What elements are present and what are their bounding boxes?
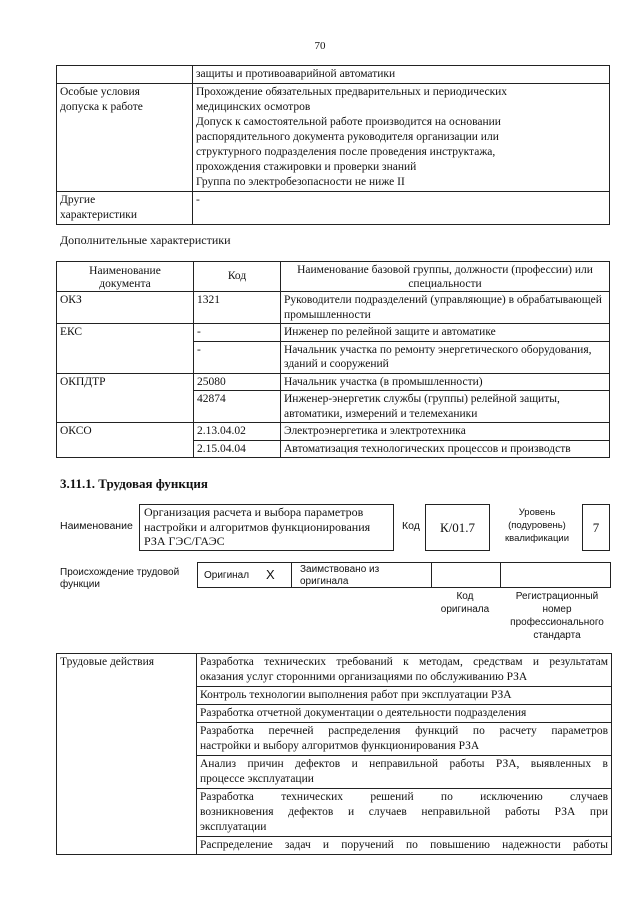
name-cell: Руководители подразделений (управляющие) в обрабатывающей промышленности [281, 292, 610, 324]
code-label: Код [402, 520, 420, 532]
table-row [57, 84, 610, 192]
row-label: Другие [60, 194, 96, 206]
list-item [197, 837, 612, 855]
list-item [197, 756, 612, 789]
page-number: 70 [314, 40, 326, 52]
table-cell [57, 84, 193, 192]
doc-cell: ОКЗ [57, 292, 194, 324]
table-row [57, 292, 610, 324]
list-item [197, 705, 612, 723]
table-row [57, 192, 610, 225]
table-row [57, 373, 610, 391]
original-mark: X [266, 567, 275, 582]
code-original-cell [431, 562, 501, 588]
code-cell: 2.13.04.02 [194, 423, 281, 441]
cell-text: структурного подразделения после проведения инструктажа, [196, 146, 496, 158]
function-code-value: К/01.7 [425, 504, 490, 551]
code-cell: - [194, 341, 281, 373]
qualification-table [56, 65, 610, 225]
level-value: 7 [582, 504, 610, 551]
origin-label: Происхождение трудовой функции [60, 567, 180, 590]
row-label: допуска к работе [60, 101, 143, 113]
code-cell: - [194, 324, 281, 342]
reg-number-cell [500, 562, 611, 588]
table-cell [193, 66, 610, 84]
list-item [197, 654, 612, 687]
item-line: эксплуатации [200, 821, 267, 833]
item-line: Анализ причин дефектов и неправильной работы РЗА, выявленных в [200, 758, 608, 770]
cell-text: - [196, 194, 200, 206]
name-cell: Инженер по релейной защите и автоматике [281, 324, 610, 342]
table-header-row [57, 262, 610, 292]
row-label: Особые условия [60, 86, 140, 98]
original-label: Оригинал [204, 570, 250, 581]
cell-text: Группа по электробезопасности не ниже II [196, 176, 405, 188]
cell-text: прохождения стажировки и проверки знаний [196, 161, 417, 173]
additional-characteristics-title: Дополнительные характеристики [60, 233, 231, 247]
item-line: оказания услуг сторонними организациями по обслуживанию РЗА [200, 671, 528, 683]
level-label: Уровень (подуровень) квалификации [504, 507, 570, 544]
item-line: Разработка технических требований к методам, средствам и результатам [200, 656, 608, 668]
name-cell: Начальник участка по ремонту энергетического оборудования, зданий и сооружений [281, 341, 610, 373]
name-cell: Электроэнергетика и электротехника [281, 423, 610, 441]
table-row [57, 423, 610, 441]
code-cell: 42874 [194, 391, 281, 423]
additional-characteristics-table [56, 261, 610, 458]
cell-text: Прохождение обязательных предварительных и периодических [196, 86, 508, 98]
code-cell: 1321 [194, 292, 281, 324]
item-line: Распределение задач и поручений по повышению надежности работы [200, 839, 608, 851]
name-label: Наименование [60, 520, 133, 532]
column-header: Наименование документа [57, 262, 194, 292]
cell-text: Допуск к самостоятельной работе производится на основании [196, 116, 501, 128]
item-line: Разработка перечней распределения функций по расчету параметров [200, 725, 608, 737]
code-cell: 25080 [194, 373, 281, 391]
column-header: Наименование базовой группы, должности (профессии) или специальности [281, 262, 610, 292]
list-item [197, 723, 612, 756]
cell-text: защиты и противоаварийной автоматики [196, 68, 396, 80]
item-line: Разработка технических решений по исключению случаев [200, 791, 608, 803]
function-name-value: Организация расчета и выбора параметров настройки и алгоритмов функционирования РЗА ГЭС/ГАЭС [139, 504, 394, 551]
doc-cell: ОКСО [57, 423, 194, 458]
name-cell: Автоматизация технологических процессов и производств [281, 440, 610, 458]
table-row [57, 66, 610, 84]
item-line: Разработка отчетной документации о деятельности подразделения [200, 707, 527, 719]
original-cell [197, 562, 292, 588]
row-label: характеристики [60, 209, 138, 221]
table-cell [193, 84, 610, 192]
cell-text: распорядительного документа руководителя организации или [196, 131, 499, 143]
labor-actions-label: Трудовые действия [57, 654, 197, 855]
table-row [57, 654, 612, 687]
table-row [57, 324, 610, 342]
reg-number-caption: Регистрационный номер профессионального стандарта [510, 591, 604, 641]
column-header: Код [194, 262, 281, 292]
item-line: процессе эксплуатации [200, 773, 314, 785]
list-item [197, 687, 612, 705]
name-cell: Инженер-энергетик службы (группы) релейной защиты, автоматики, измерений и телемеханики [281, 391, 610, 423]
table-cell [57, 192, 193, 225]
borrowed-cell: Заимствовано из оригинала [291, 562, 432, 588]
list-item [197, 789, 612, 837]
item-line: Контроль технологии выполнения работ при эксплуатации РЗА [200, 689, 512, 701]
item-line: настройки и выбору алгоритмов функционирования РЗА [200, 740, 480, 752]
table-cell [193, 192, 610, 225]
doc-cell: ЕКС [57, 324, 194, 374]
doc-cell: ОКПДТР [57, 373, 194, 423]
name-cell: Начальник участка (в промышленности) [281, 373, 610, 391]
section-title: 3.11.1. Трудовая функция [60, 476, 208, 491]
item-line: возникновения дефектов и случаев неправильной работы РЗА при [200, 806, 608, 818]
code-cell: 2.15.04.04 [194, 440, 281, 458]
code-original-caption: Код оригинала [440, 591, 490, 615]
labor-actions-table [56, 653, 612, 855]
table-cell [57, 66, 193, 84]
cell-text: медицинских осмотров [196, 101, 311, 113]
